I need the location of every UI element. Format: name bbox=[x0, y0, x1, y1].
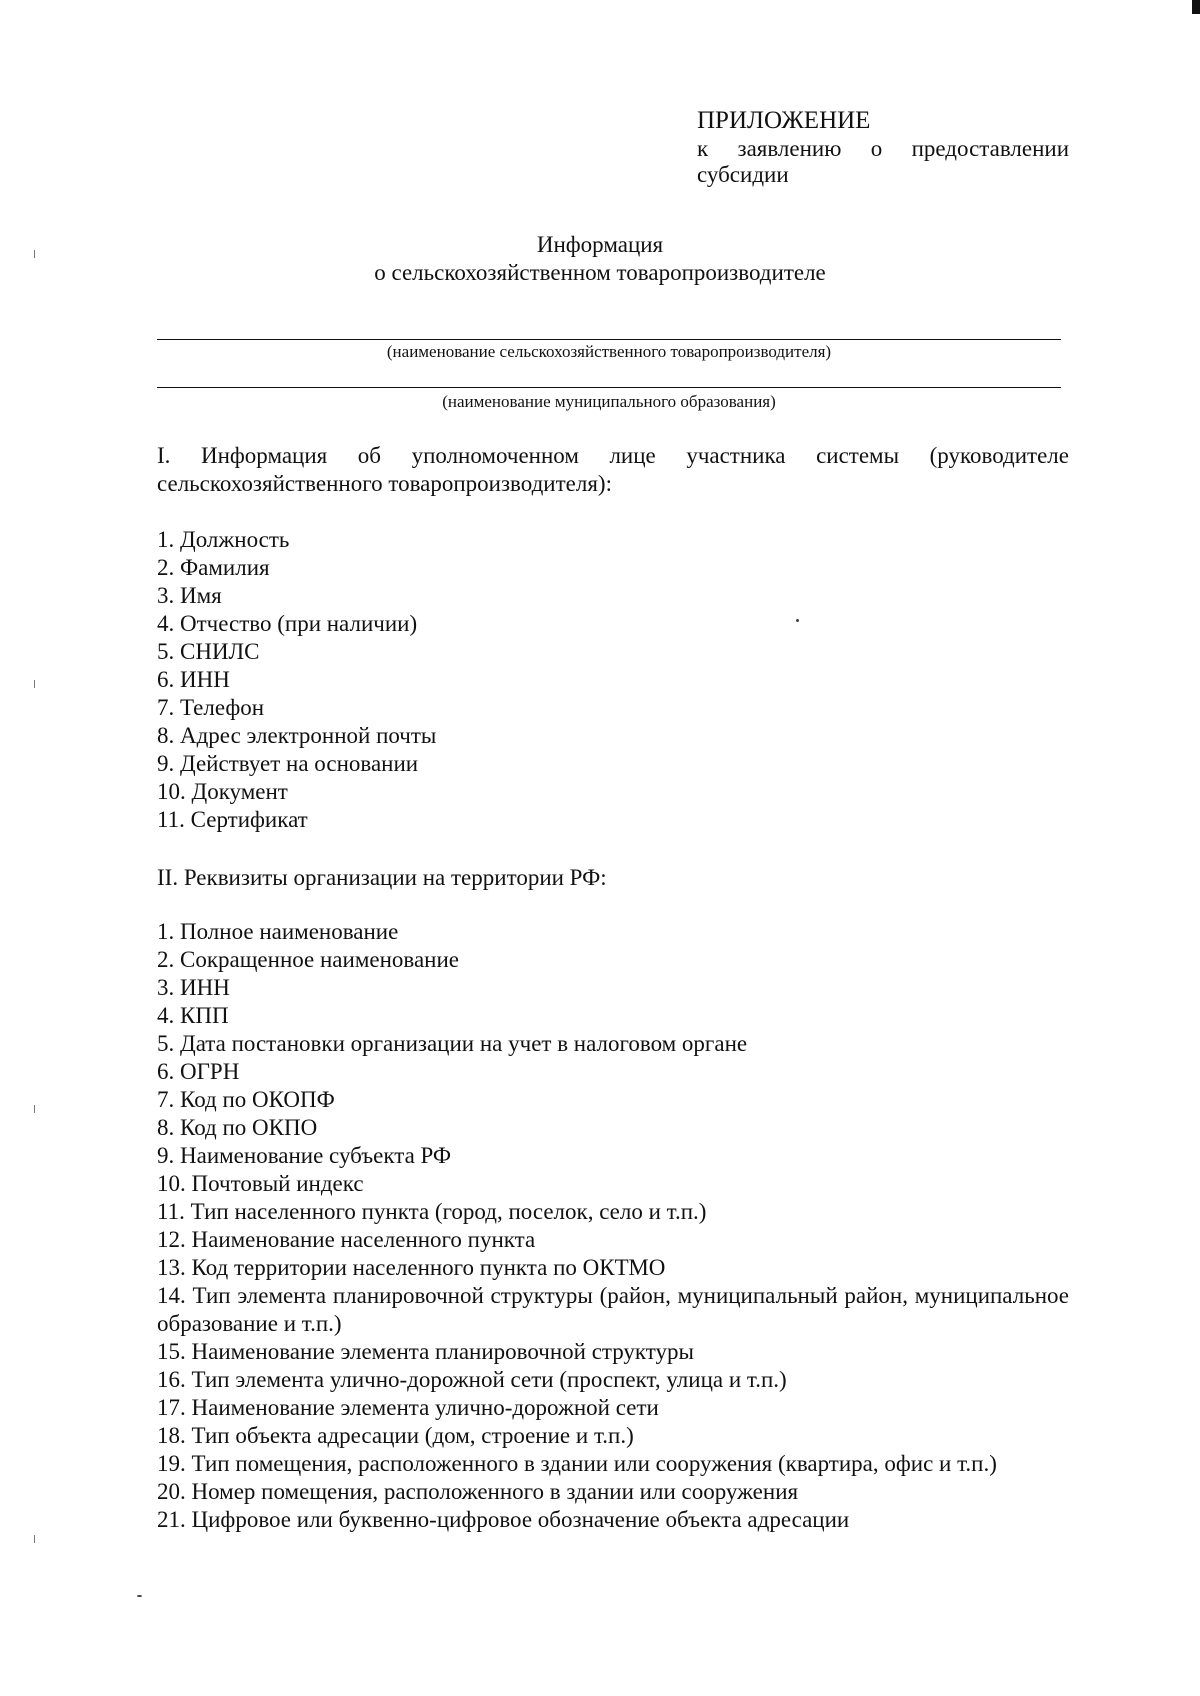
section-2-list bbox=[157, 918, 1069, 1534]
list-item: 12. Наименование населенного пункта bbox=[157, 1227, 536, 1252]
margin-mark bbox=[34, 680, 35, 688]
section-1-heading: I. Информация об уполномоченном лице участника системы (руководителе сельскохозяйственного товаропроизводителя): bbox=[157, 443, 1069, 496]
list-item: 4. КПП bbox=[157, 1003, 229, 1028]
list-item: 11. Сертификат bbox=[157, 807, 308, 832]
list-item: 8. Код по ОКПО bbox=[157, 1115, 318, 1140]
list-item: 10. Документ bbox=[157, 779, 288, 804]
list-item: 16. Тип элемента улично-дорожной сети (проспект, улица и т.п.) bbox=[157, 1367, 787, 1392]
list-item: 10. Почтовый индекс bbox=[157, 1171, 364, 1196]
document-subtitle: о сельскохозяйственном товаропроизводителе bbox=[374, 260, 826, 285]
producer-name-caption: (наименование сельскохозяйственного товаропроизводителя) bbox=[386, 342, 832, 361]
list-item: 1. Полное наименование bbox=[157, 919, 399, 944]
appendix-title: ПРИЛОЖЕНИЕ bbox=[697, 107, 871, 134]
producer-name-line bbox=[157, 339, 1061, 340]
list-item: 4. Отчество (при наличии) bbox=[157, 611, 418, 636]
list-item: 7. Код по ОКОПФ bbox=[157, 1087, 335, 1112]
section-2-heading: II. Реквизиты организации на территории РФ: bbox=[157, 865, 607, 890]
list-item: 14. Тип элемента планировочной структуры (район, муниципальный район, муниципальное образование и т.п.) bbox=[157, 1283, 1069, 1336]
list-item: 8. Адрес электронной почты bbox=[157, 723, 437, 748]
list-item: 6. ИНН bbox=[157, 667, 230, 692]
list-item: 2. Фамилия bbox=[157, 555, 270, 580]
list-item: 9. Наименование субъекта РФ bbox=[157, 1143, 452, 1168]
municipality-name-caption: (наименование муниципального образования) bbox=[442, 392, 776, 411]
list-item: 19. Тип помещения, расположенного в здании или сооружения (квартира, офис и т.п.) bbox=[157, 1451, 997, 1476]
list-item: 17. Наименование элемента улично-дорожной сети bbox=[157, 1395, 659, 1420]
list-item: 6. ОГРН bbox=[157, 1059, 240, 1084]
list-item: 9. Действует на основании bbox=[157, 751, 419, 776]
list-item: 13. Код территории населенного пункта по ОКТМО bbox=[157, 1255, 666, 1280]
scan-speck bbox=[137, 1595, 142, 1597]
list-item: 15. Наименование элемента планировочной структуры bbox=[157, 1339, 695, 1364]
margin-mark bbox=[34, 1105, 35, 1113]
municipality-name-line bbox=[157, 387, 1061, 388]
scan-corner-mark bbox=[1192, 0, 1200, 14]
margin-mark bbox=[34, 1535, 35, 1543]
section-1-list bbox=[157, 526, 1069, 834]
list-item: 3. Имя bbox=[157, 583, 222, 608]
list-item: 11. Тип населенного пункта (город, поселок, село и т.п.) bbox=[157, 1199, 707, 1224]
appendix-block bbox=[697, 106, 1069, 188]
appendix-reference-cont: субсидии bbox=[697, 162, 789, 187]
list-item: 3. ИНН bbox=[157, 975, 230, 1000]
list-item: 5. СНИЛС bbox=[157, 639, 260, 664]
document-title: Информация bbox=[536, 232, 664, 257]
list-item: 2. Сокращенное наименование bbox=[157, 947, 459, 972]
list-item: 20. Номер помещения, расположенного в здании или сооружения bbox=[157, 1479, 799, 1504]
list-item: 1. Должность bbox=[157, 527, 290, 552]
list-item: 18. Тип объекта адресации (дом, строение и т.п.) bbox=[157, 1423, 634, 1448]
list-item: 7. Телефон bbox=[157, 695, 265, 720]
appendix-reference: к заявлению о предоставлении bbox=[697, 136, 1069, 161]
list-item: 5. Дата постановки организации на учет в налоговом органе bbox=[157, 1031, 748, 1056]
list-item: 21. Цифровое или буквенно-цифровое обозначение объекта адресации bbox=[157, 1507, 850, 1532]
